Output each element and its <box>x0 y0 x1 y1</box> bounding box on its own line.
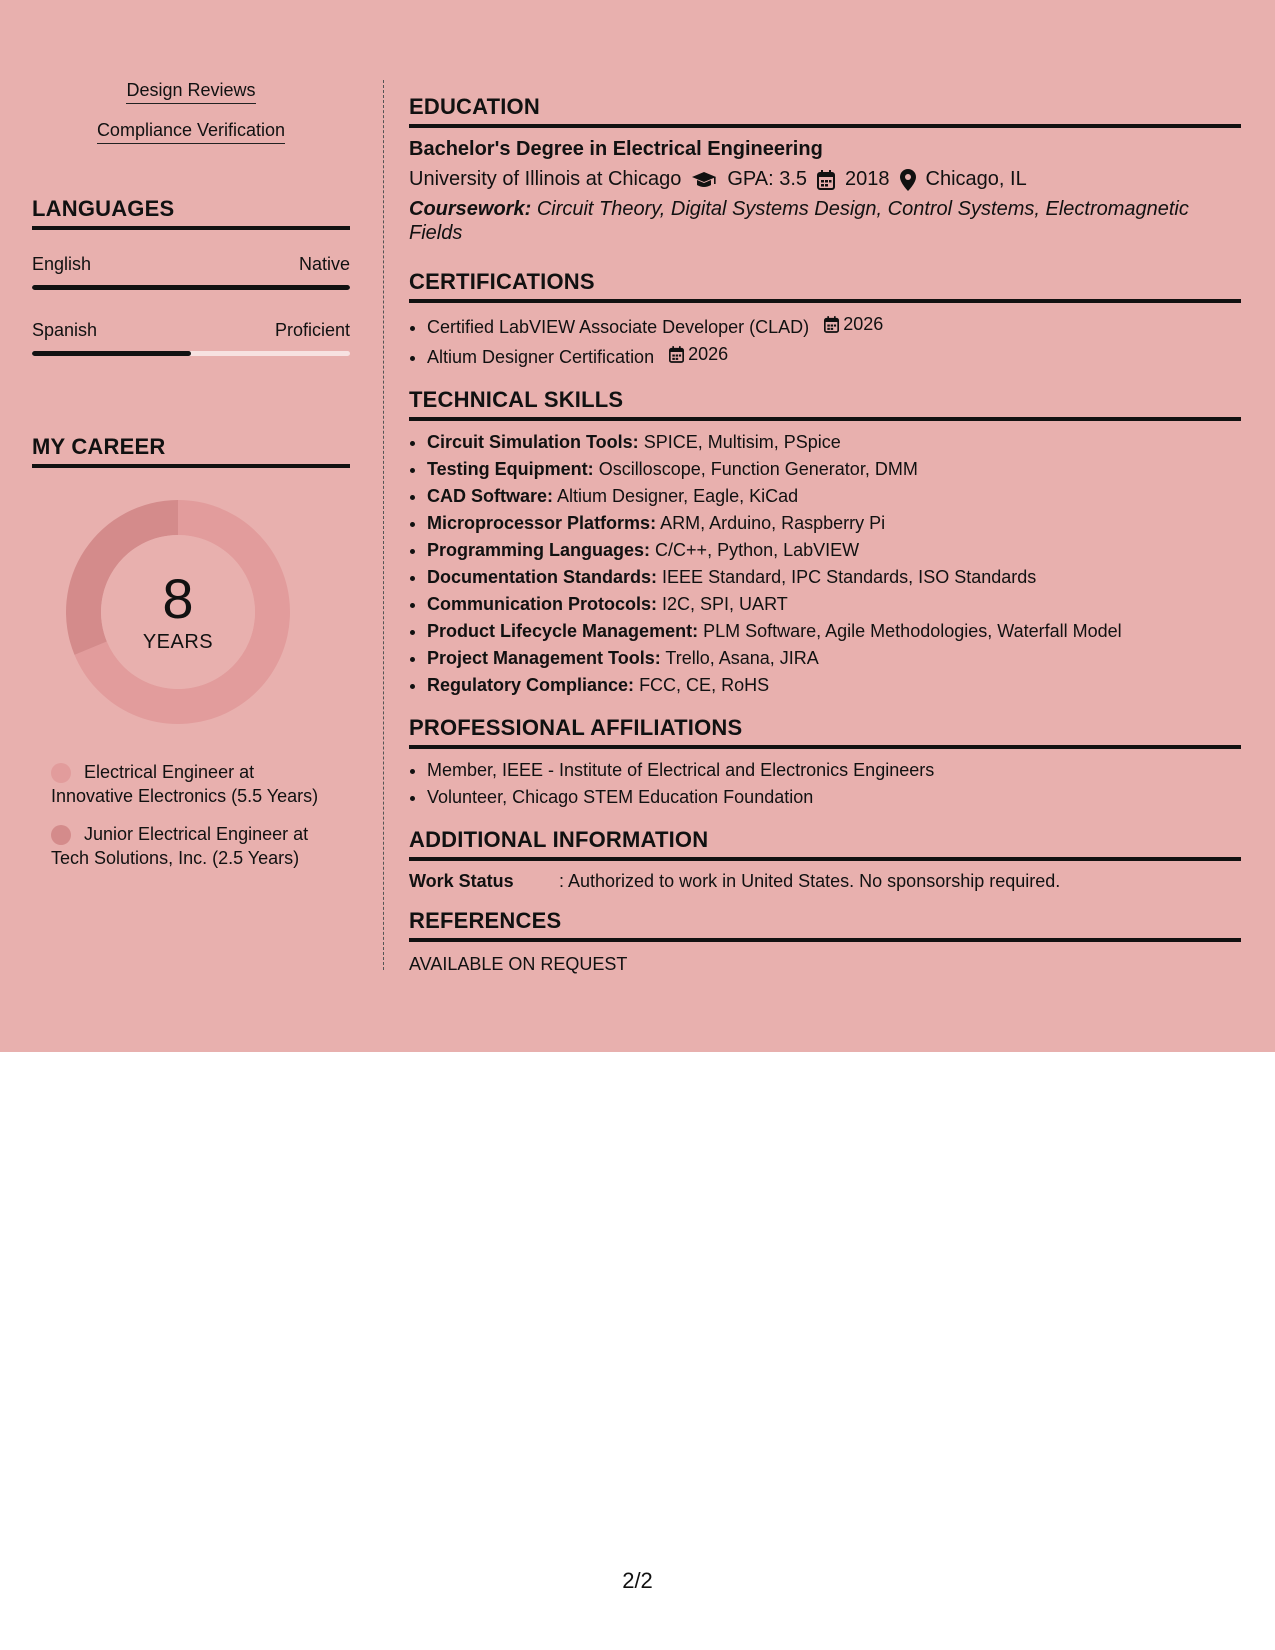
page-number: 2/2 <box>622 1568 653 1593</box>
education-title: EDUCATION <box>409 94 1241 128</box>
career-total-years: 8 <box>162 566 194 630</box>
calendar-icon <box>824 316 839 333</box>
certifications-title: CERTIFICATIONS <box>409 269 1241 303</box>
skill-item <box>427 591 1241 618</box>
skill-item <box>427 618 1241 645</box>
skill-label: Product Lifecycle Management: <box>427 621 699 641</box>
affiliations-list <box>409 757 1241 811</box>
skill-item <box>427 483 1241 510</box>
skill-label: Microprocessor Platforms: <box>427 513 657 533</box>
language-level-fill <box>32 285 350 290</box>
affiliations-title: PROFESSIONAL AFFILIATIONS <box>409 715 1241 749</box>
career-years-unit: YEARS <box>142 630 214 653</box>
column-divider <box>383 80 384 970</box>
map-pin-icon <box>900 169 916 191</box>
skill-value: ARM, Arduino, Raspberry Pi <box>660 513 886 533</box>
skill-value: SPICE, Multisim, PSpice <box>643 432 841 452</box>
skill-item <box>427 672 1241 699</box>
certification-item <box>427 311 1241 341</box>
education-gpa: GPA: 3.5 <box>727 168 808 190</box>
work-status-label: Work Status <box>409 871 514 891</box>
skill-value: PLM Software, Agile Methodologies, Waterfall Model <box>703 621 1122 641</box>
skill-link-design-reviews[interactable]: Design Reviews <box>126 80 255 104</box>
education-year: 2018 <box>845 168 890 190</box>
references-text: AVAILABLE ON REQUEST <box>409 954 628 974</box>
legend-dot <box>51 763 71 783</box>
education-school: University of Illinois at Chicago <box>409 168 682 190</box>
right-column <box>409 94 1241 975</box>
skill-item <box>427 645 1241 672</box>
affiliation-item: • Volunteer, Chicago STEM Education Foundation <box>427 784 1241 811</box>
coursework-label: Coursework: <box>409 198 532 220</box>
skill-value: IEEE Standard, IPC Standards, ISO Standards <box>662 567 1037 587</box>
skill-label: Circuit Simulation Tools: <box>427 432 639 452</box>
skill-link-compliance-verification[interactable]: Compliance Verification <box>97 120 285 144</box>
language-level-bar <box>32 285 350 290</box>
skill-value: I2C, SPI, UART <box>662 594 788 614</box>
additional-info-section <box>409 827 1241 892</box>
skill-value: Altium Designer, Eagle, KiCad <box>557 486 799 506</box>
left-column <box>32 80 350 884</box>
career-legend-item <box>51 760 341 808</box>
skill-item <box>427 429 1241 456</box>
calendar-icon <box>669 346 684 363</box>
skill-item <box>427 564 1241 591</box>
technical-skills-title: TECHNICAL SKILLS <box>409 387 1241 421</box>
certification-item <box>427 341 1241 371</box>
affiliations-section <box>409 715 1241 811</box>
legend-dot <box>51 825 71 845</box>
certification-name: Certified LabVIEW Associate Developer (CLAD) <box>427 317 810 337</box>
career-legend <box>51 760 341 870</box>
education-section <box>409 94 1241 245</box>
calendar-icon <box>817 170 835 190</box>
skill-label: Testing Equipment: <box>427 459 594 479</box>
career-title: MY CAREER <box>32 434 350 468</box>
legend-label: Electrical Engineer at Innovative Electronics (5.5 Years) <box>51 762 319 806</box>
legend-label: Junior Electrical Engineer at Tech Solutions, Inc. (2.5 Years) <box>51 824 309 868</box>
skill-value: Oscilloscope, Function Generator, DMM <box>598 459 918 479</box>
skill-value: FCC, CE, RoHS <box>639 675 770 695</box>
skill-label: Communication Protocols: <box>427 594 658 614</box>
certifications-section <box>409 269 1241 371</box>
skill-item <box>427 456 1241 483</box>
skill-label: Project Management Tools: <box>427 648 661 668</box>
certifications-list <box>409 311 1241 371</box>
languages-title: LANGUAGES <box>32 196 350 230</box>
education-location: Chicago, IL <box>925 168 1027 190</box>
graduation-cap-icon <box>691 170 717 190</box>
language-name: English <box>32 254 92 274</box>
education-coursework <box>409 197 1241 245</box>
certification-year: 2026 <box>688 344 729 364</box>
language-name: Spanish <box>32 320 98 340</box>
skill-label: Regulatory Compliance: <box>427 675 635 695</box>
references-section <box>409 908 1241 975</box>
skill-label: Documentation Standards: <box>427 567 658 587</box>
affiliation-item: • Member, IEEE - Institute of Electrical and Electronics Engineers <box>427 757 1241 784</box>
skill-link-list <box>32 80 350 120</box>
education-details <box>409 168 1241 191</box>
skill-label: Programming Languages: <box>427 540 651 560</box>
skill-value: C/C++, Python, LabVIEW <box>655 540 860 560</box>
language-item <box>32 254 350 290</box>
technical-skills-list <box>409 429 1241 699</box>
skill-label: CAD Software: <box>427 486 554 506</box>
language-level: Native <box>298 254 350 274</box>
skill-item <box>427 537 1241 564</box>
certification-year: 2026 <box>843 314 884 334</box>
work-status-row <box>409 871 1241 892</box>
coursework-text: Circuit Theory, Digital Systems Design, Control Systems, Electromagnetic Fields <box>409 198 1189 244</box>
technical-skills-section <box>409 387 1241 699</box>
career-legend-item <box>51 822 341 870</box>
language-item <box>32 320 350 356</box>
additional-info-title: ADDITIONAL INFORMATION <box>409 827 1241 861</box>
references-title: REFERENCES <box>409 908 1241 942</box>
language-level: Proficient <box>274 320 350 340</box>
skill-value: Trello, Asana, JIRA <box>665 648 819 668</box>
education-degree: Bachelor's Degree in Electrical Engineering <box>409 138 823 160</box>
skill-item <box>427 510 1241 537</box>
career-donut-chart <box>32 500 350 750</box>
work-status-value: : Authorized to work in United States. No sponsorship required. <box>559 871 1061 891</box>
certification-name: Altium Designer Certification <box>427 347 655 367</box>
